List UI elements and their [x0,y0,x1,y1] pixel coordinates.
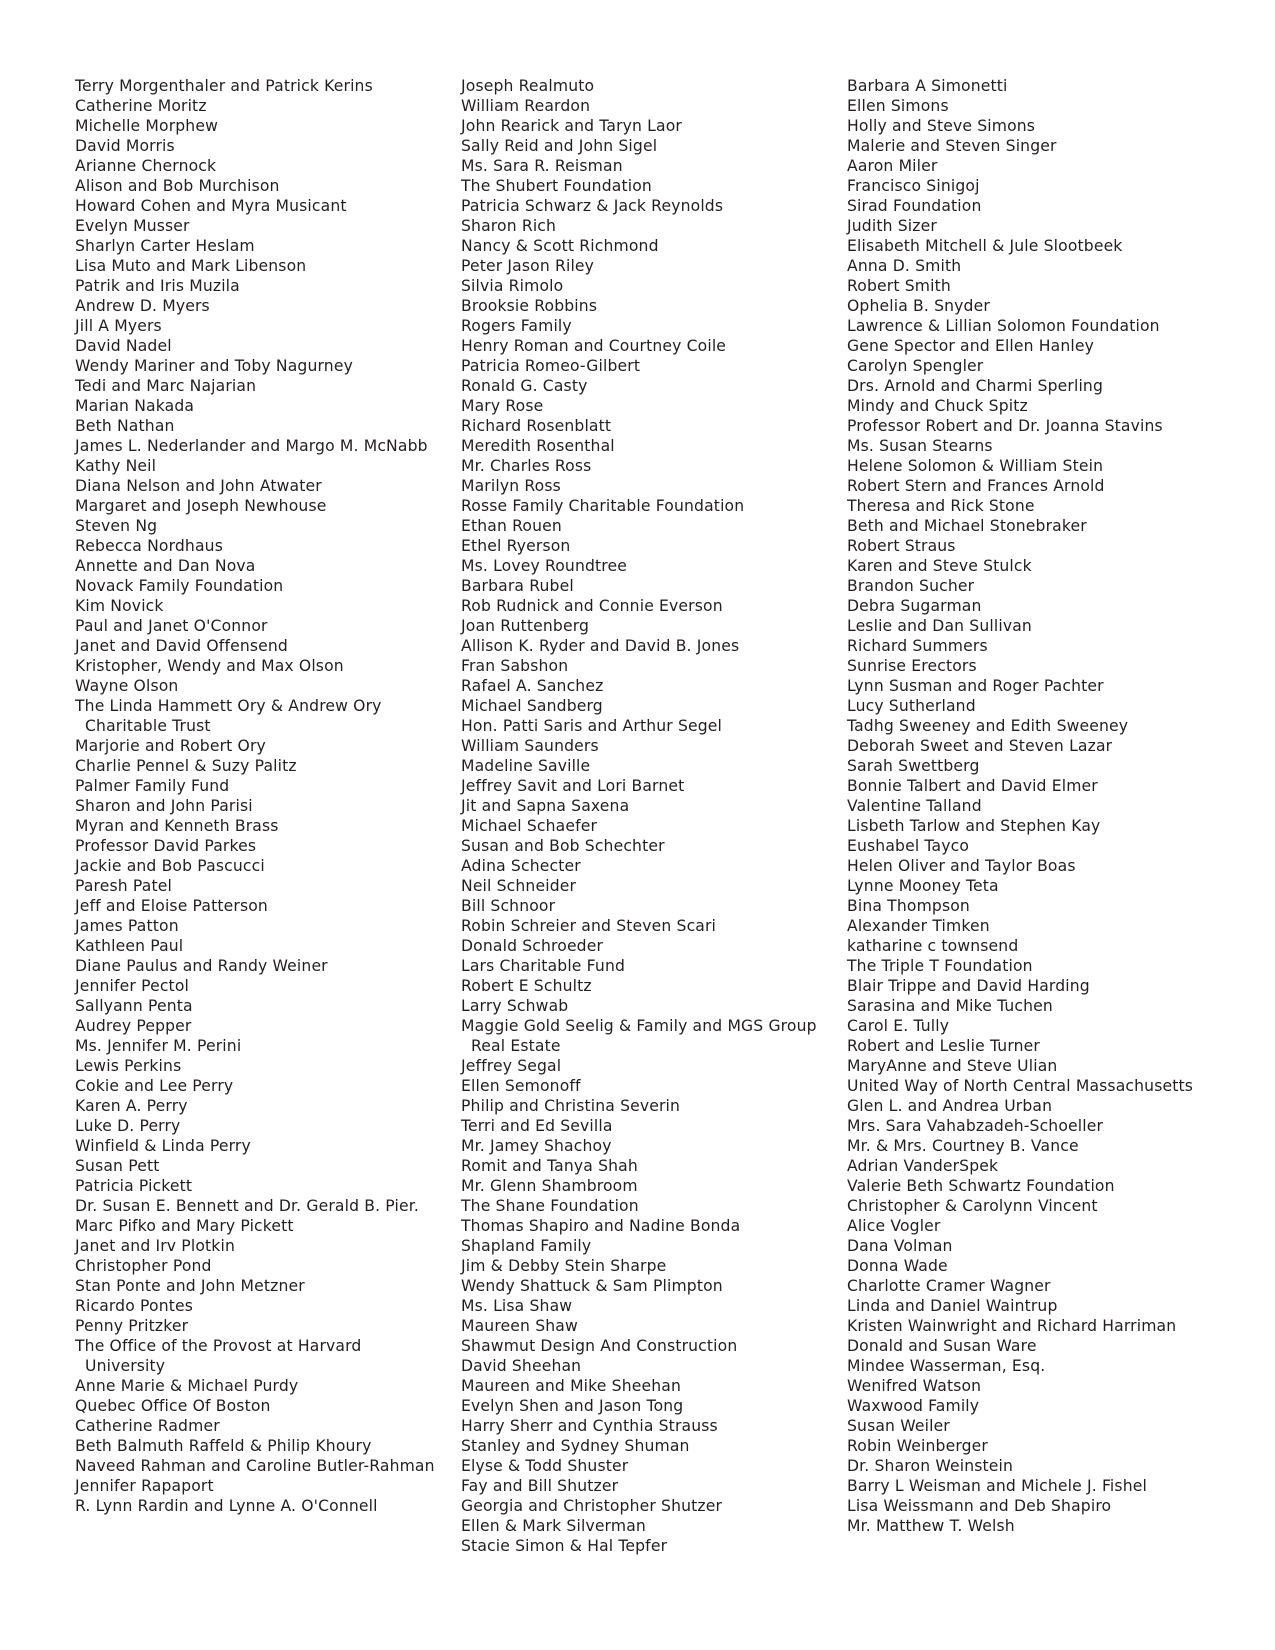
donor-name: Marilyn Ross [461,477,561,495]
donor-name: Annette and Dan Nova [75,557,256,575]
donor-name: Barbara Rubel [461,577,574,595]
donor-name: Blair Trippe and David Harding [847,977,1090,995]
donor-name: Rebecca Nordhaus [75,537,223,555]
donor-name: Harry Sherr and Cynthia Strauss [461,1417,718,1435]
donor-name: Robert and Leslie Turner [847,1037,1040,1055]
donor-name: Gene Spector and Ellen Hanley [847,337,1095,355]
donor-name: Henry Roman and Courtney Coile [461,337,727,355]
donor-name: David Nadel [75,337,172,355]
donor-name: Lewis Perkins [75,1057,182,1075]
donor-name: Jeff and Eloise Patterson [75,897,268,915]
donor-name: Kathy Neil [75,457,157,475]
donor-name: Waxwood Family [847,1397,980,1415]
donor-name: Andrew D. Myers [75,297,210,315]
donor-name: Rogers Family [461,317,572,335]
donor-name: Janet and Irv Plotkin [75,1237,235,1255]
donor-name: Anne Marie & Michael Purdy [75,1377,299,1395]
donor-name: Sarah Swettberg [847,757,980,775]
donor-name: The Shubert Foundation [461,177,652,195]
donor-name: Wendy Mariner and Toby Nagurney [75,357,353,375]
donor-name: Maggie Gold Seelig & Family and MGS Group Real Estate [461,1017,817,1055]
donor-name: Maureen Shaw [461,1317,578,1335]
donor-name: Valerie Beth Schwartz Foundation [847,1177,1115,1195]
donor-name: Michael Sandberg [461,697,603,715]
donor-name: Deborah Sweet and Steven Lazar [847,737,1113,755]
donor-name: Alice Vogler [847,1217,941,1235]
donor-name: Romit and Tanya Shah [461,1157,638,1175]
donor-name: Karen and Steve Stulck [847,557,1032,575]
donor-name: Maureen and Mike Sheehan [461,1377,681,1395]
donor-name: Allison K. Ryder and David B. Jones [461,637,740,655]
donor-name: Shawmut Design And Construction [461,1337,738,1355]
donor-name: Tadhg Sweeney and Edith Sweeney [847,717,1129,735]
donor-name: Terry Morgenthaler and Patrick Kerins [75,77,373,95]
donor-name: Susan Weiler [847,1417,950,1435]
donor-name: Diana Nelson and John Atwater [75,477,322,495]
donor-name: Ms. Susan Stearns [847,437,993,455]
donor-name: The Shane Foundation [461,1197,639,1215]
donor-name: Mr. Charles Ross [461,457,592,475]
donor-name: Lynn Susman and Roger Pachter [847,677,1104,695]
donor-name: Sirad Foundation [847,197,982,215]
donor-name: Howard Cohen and Myra Musicant [75,197,347,215]
donor-name: Brooksie Robbins [461,297,598,315]
donor-name: Terri and Ed Sevilla [461,1117,613,1135]
donor-name: Ms. Lisa Shaw [461,1297,573,1315]
donor-name: Paul and Janet O'Connor [75,617,268,635]
donor-name: Fay and Bill Shutzer [461,1477,619,1495]
donor-name: Donald and Susan Ware [847,1337,1037,1355]
donor-name: Stanley and Sydney Shuman [461,1437,690,1455]
donor-name: Lisa Muto and Mark Libenson [75,257,307,275]
donor-name: Robin Weinberger [847,1437,988,1455]
donor-name: Charlie Pennel & Suzy Palitz [75,757,297,775]
donor-name: Eushabel Tayco [847,837,970,855]
donor-name: Fran Sabshon [461,657,569,675]
donor-name: Sunrise Erectors [847,657,977,675]
donor-name: Sarasina and Mike Tuchen [847,997,1053,1015]
donor-name: Aaron Miler [847,157,938,175]
donor-name: Neil Schneider [461,877,577,895]
donor-name: Sally Reid and John Sigel [461,137,658,155]
donor-name: Malerie and Steven Singer [847,137,1057,155]
donor-name: Francisco Sinigoj [847,177,980,195]
donor-name: Kristen Wainwright and Richard Harriman [847,1317,1177,1335]
donor-name: Larry Schwab [461,997,569,1015]
donor-name: Tedi and Marc Najarian [75,377,257,395]
donor-name: Helen Oliver and Taylor Boas [847,857,1076,875]
donor-name: Shapland Family [461,1237,592,1255]
donor-name: Adrian VanderSpek [847,1157,999,1175]
donor-name: Anna D. Smith [847,257,962,275]
donor-name: Stacie Simon & Hal Tepfer [461,1537,668,1555]
donor-name: Richard Rosenblatt [461,417,612,435]
donor-name: Dana Volman [847,1237,953,1255]
donor-name: Carolyn Spengler [847,357,984,375]
donor-name: Marian Nakada [75,397,195,415]
donor-name: Lisbeth Tarlow and Stephen Kay [847,817,1101,835]
donor-name: Thomas Shapiro and Nadine Bonda [461,1217,741,1235]
donor-name: James Patton [75,917,179,935]
donor-name: Ronald G. Casty [461,377,588,395]
donor-name: John Rearick and Taryn Laor [461,117,682,135]
donor-name: Bill Schnoor [461,897,556,915]
donor-name: Rafael A. Sanchez [461,677,604,695]
donor-name: Leslie and Dan Sullivan [847,617,1032,635]
donor-name: Marjorie and Robert Ory [75,737,266,755]
donor-name: United Way of North Central Massachusetts [847,1077,1194,1095]
donor-name: Myran and Kenneth Brass [75,817,279,835]
donor-name: Bonnie Talbert and David Elmer [847,777,1098,795]
donor-name: Luke D. Perry [75,1117,181,1135]
donor-column-1 [75,76,440,1516]
donor-name: Silvia Rimolo [461,277,564,295]
donor-name: Ms. Sara R. Reisman [461,157,623,175]
donor-name: Marc Pifko and Mary Pickett [75,1217,294,1235]
donor-name: Glen L. and Andrea Urban [847,1097,1053,1115]
donor-name: Jackie and Bob Pascucci [75,857,265,875]
donor-name: Lynne Mooney Teta [847,877,999,895]
donor-name: Michelle Morphew [75,117,218,135]
donor-name: Jennifer Rapaport [75,1477,214,1495]
donor-name: James L. Nederlander and Margo M. McNabb [75,437,428,455]
donor-name: Michael Schaefer [461,817,598,835]
donor-name: Hon. Patti Saris and Arthur Segel [461,717,723,735]
donor-name: Ophelia B. Snyder [847,297,990,315]
donor-name: Joan Ruttenberg [461,617,590,635]
donor-name: Sharon Rich [461,217,557,235]
donor-name: Holly and Steve Simons [847,117,1036,135]
donor-name: Robert E Schultz [461,977,592,995]
donor-name: Ethel Ryerson [461,537,571,555]
donor-name: Steven Ng [75,517,158,535]
donor-name: Philip and Christina Severin [461,1097,681,1115]
donor-column-2 [461,76,831,1556]
donor-name: Mr. Jamey Shachoy [461,1137,612,1155]
donor-name: Judith Sizer [847,217,937,235]
donor-name: David Sheehan [461,1357,582,1375]
donor-name: Bina Thompson [847,897,970,915]
donor-name: Patrik and Iris Muzila [75,277,240,295]
donor-name: Beth Nathan [75,417,175,435]
donor-name: Alexander Timken [847,917,990,935]
donor-name: Elisabeth Mitchell & Jule Slootbeek [847,237,1123,255]
donor-name: Dr. Susan E. Bennett and Dr. Gerald B. Pier. [75,1197,419,1215]
donor-name: Drs. Arnold and Charmi Sperling [847,377,1104,395]
donor-name: katharine c townsend [847,937,1019,955]
donor-name: Winfield & Linda Perry [75,1137,251,1155]
donor-name: Barbara A Simonetti [847,77,1008,95]
donor-name: Professor David Parkes [75,837,257,855]
donor-name: Palmer Family Fund [75,777,230,795]
donor-name: Nancy & Scott Richmond [461,237,659,255]
donor-name: Patricia Romeo-Gilbert [461,357,641,375]
donor-name: Paresh Patel [75,877,172,895]
donor-name: Jit and Sapna Saxena [461,797,630,815]
donor-name: The Office of the Provost at Harvard University [75,1337,362,1375]
donor-name: Evelyn Shen and Jason Tong [461,1397,684,1415]
donor-name: Rob Rudnick and Connie Everson [461,597,723,615]
donor-name: Jill A Myers [75,317,162,335]
donor-name: Ethan Rouen [461,517,562,535]
donor-name: Donald Schroeder [461,937,604,955]
donor-name: Carol E. Tully [847,1017,950,1035]
donor-name: The Triple T Foundation [847,957,1033,975]
donor-name: Kathleen Paul [75,937,184,955]
donor-name: Elyse & Todd Shuster [461,1457,629,1475]
donor-name: Ricardo Pontes [75,1297,194,1315]
donor-name: Beth and Michael Stonebraker [847,517,1087,535]
donor-name: Brandon Sucher [847,577,975,595]
donor-name: Kim Novick [75,597,164,615]
donor-name: Janet and David Offensend [75,637,288,655]
donor-name: Sharlyn Carter Heslam [75,237,255,255]
donor-name: Joseph Realmuto [461,77,595,95]
donor-name: William Reardon [461,97,591,115]
donor-name: Mr. Matthew T. Welsh [847,1517,1015,1535]
donor-name: Theresa and Rick Stone [847,497,1035,515]
donor-name: Professor Robert and Dr. Joanna Stavins [847,417,1163,435]
donor-name: Susan Pett [75,1157,160,1175]
donor-name: Mindy and Chuck Spitz [847,397,1028,415]
donor-name: Quebec Office Of Boston [75,1397,271,1415]
donor-name: The Linda Hammett Ory & Andrew Ory Charitable Trust [75,697,382,735]
donor-name: Meredith Rosenthal [461,437,615,455]
donor-name: Rosse Family Charitable Foundation [461,497,745,515]
donor-name: Mary Rose [461,397,544,415]
donor-name: Debra Sugarman [847,597,982,615]
donor-name: Jeffrey Segal [461,1057,562,1075]
donor-name: Wayne Olson [75,677,179,695]
donor-name: Robert Straus [847,537,956,555]
donor-name: Patricia Pickett [75,1177,193,1195]
donor-name: Sallyann Penta [75,997,193,1015]
donor-name: Lars Charitable Fund [461,957,626,975]
donor-name: Wenifred Watson [847,1377,982,1395]
donor-name: Mindee Wasserman, Esq. [847,1357,1046,1375]
donor-name: Ellen Semonoff [461,1077,581,1095]
donor-name: Mr. & Mrs. Courtney B. Vance [847,1137,1079,1155]
donor-name: MaryAnne and Steve Ulian [847,1057,1058,1075]
donor-name: Wendy Shattuck & Sam Plimpton [461,1277,723,1295]
donor-name: R. Lynn Rardin and Lynne A. O'Connell [75,1497,378,1515]
donor-name: Ellen Simons [847,97,949,115]
donor-name: William Saunders [461,737,599,755]
donor-name: Novack Family Foundation [75,577,284,595]
donor-name: Susan and Bob Schechter [461,837,665,855]
donor-name: Diane Paulus and Randy Weiner [75,957,328,975]
donor-name: Dr. Sharon Weinstein [847,1457,1014,1475]
donor-name: Ms. Jennifer M. Perini [75,1037,242,1055]
donor-name: Christopher Pond [75,1257,212,1275]
donor-name: Ellen & Mark Silverman [461,1517,646,1535]
donor-name: Patricia Schwarz & Jack Reynolds [461,197,724,215]
donor-name: Alison and Bob Murchison [75,177,280,195]
donor-name: Margaret and Joseph Newhouse [75,497,327,515]
donor-name: Robert Stern and Frances Arnold [847,477,1105,495]
donor-name: Ms. Lovey Roundtree [461,557,628,575]
donor-name: Evelyn Musser [75,217,190,235]
donor-name: Peter Jason Riley [461,257,595,275]
donor-name: Valentine Talland [847,797,982,815]
donor-name: Mr. Glenn Shambroom [461,1177,638,1195]
donor-name: Robin Schreier and Steven Scari [461,917,717,935]
donor-name: Sharon and John Parisi [75,797,253,815]
donor-name: Robert Smith [847,277,951,295]
donor-name: Lucy Sutherland [847,697,976,715]
donor-name: Penny Pritzker [75,1317,189,1335]
donor-name: Mrs. Sara Vahabzadeh-Schoeller [847,1117,1104,1135]
donor-name: Beth Balmuth Raffeld & Philip Khoury [75,1437,372,1455]
donor-column-3 [847,76,1247,1536]
donor-name: Lawrence & Lillian Solomon Foundation [847,317,1160,335]
donor-name: David Morris [75,137,175,155]
donor-name: Lisa Weissmann and Deb Shapiro [847,1497,1112,1515]
donor-name: Charlotte Cramer Wagner [847,1277,1051,1295]
donor-name: Adina Schecter [461,857,581,875]
donor-name: Christopher & Carolynn Vincent [847,1197,1098,1215]
donor-name: Jeffrey Savit and Lori Barnet [461,777,685,795]
donor-name: Audrey Pepper [75,1017,192,1035]
donor-name: Cokie and Lee Perry [75,1077,234,1095]
donor-name: Kristopher, Wendy and Max Olson [75,657,344,675]
donor-name: Catherine Radmer [75,1417,220,1435]
donor-name: Arianne Chernock [75,157,217,175]
donor-name: Stan Ponte and John Metzner [75,1277,305,1295]
donor-name: Jennifer Pectol [75,977,189,995]
donor-name: Naveed Rahman and Caroline Butler-Rahman [75,1457,435,1475]
donor-name: Catherine Moritz [75,97,207,115]
donor-name: Linda and Daniel Waintrup [847,1297,1058,1315]
donor-name: Georgia and Christopher Shutzer [461,1497,723,1515]
donor-name: Karen A. Perry [75,1097,188,1115]
donor-name: Madeline Saville [461,757,591,775]
donor-name: Donna Wade [847,1257,948,1275]
donor-name: Barry L Weisman and Michele J. Fishel [847,1477,1147,1495]
donor-name: Helene Solomon & William Stein [847,457,1104,475]
donor-name: Richard Summers [847,637,988,655]
donor-name: Jim & Debby Stein Sharpe [461,1257,667,1275]
